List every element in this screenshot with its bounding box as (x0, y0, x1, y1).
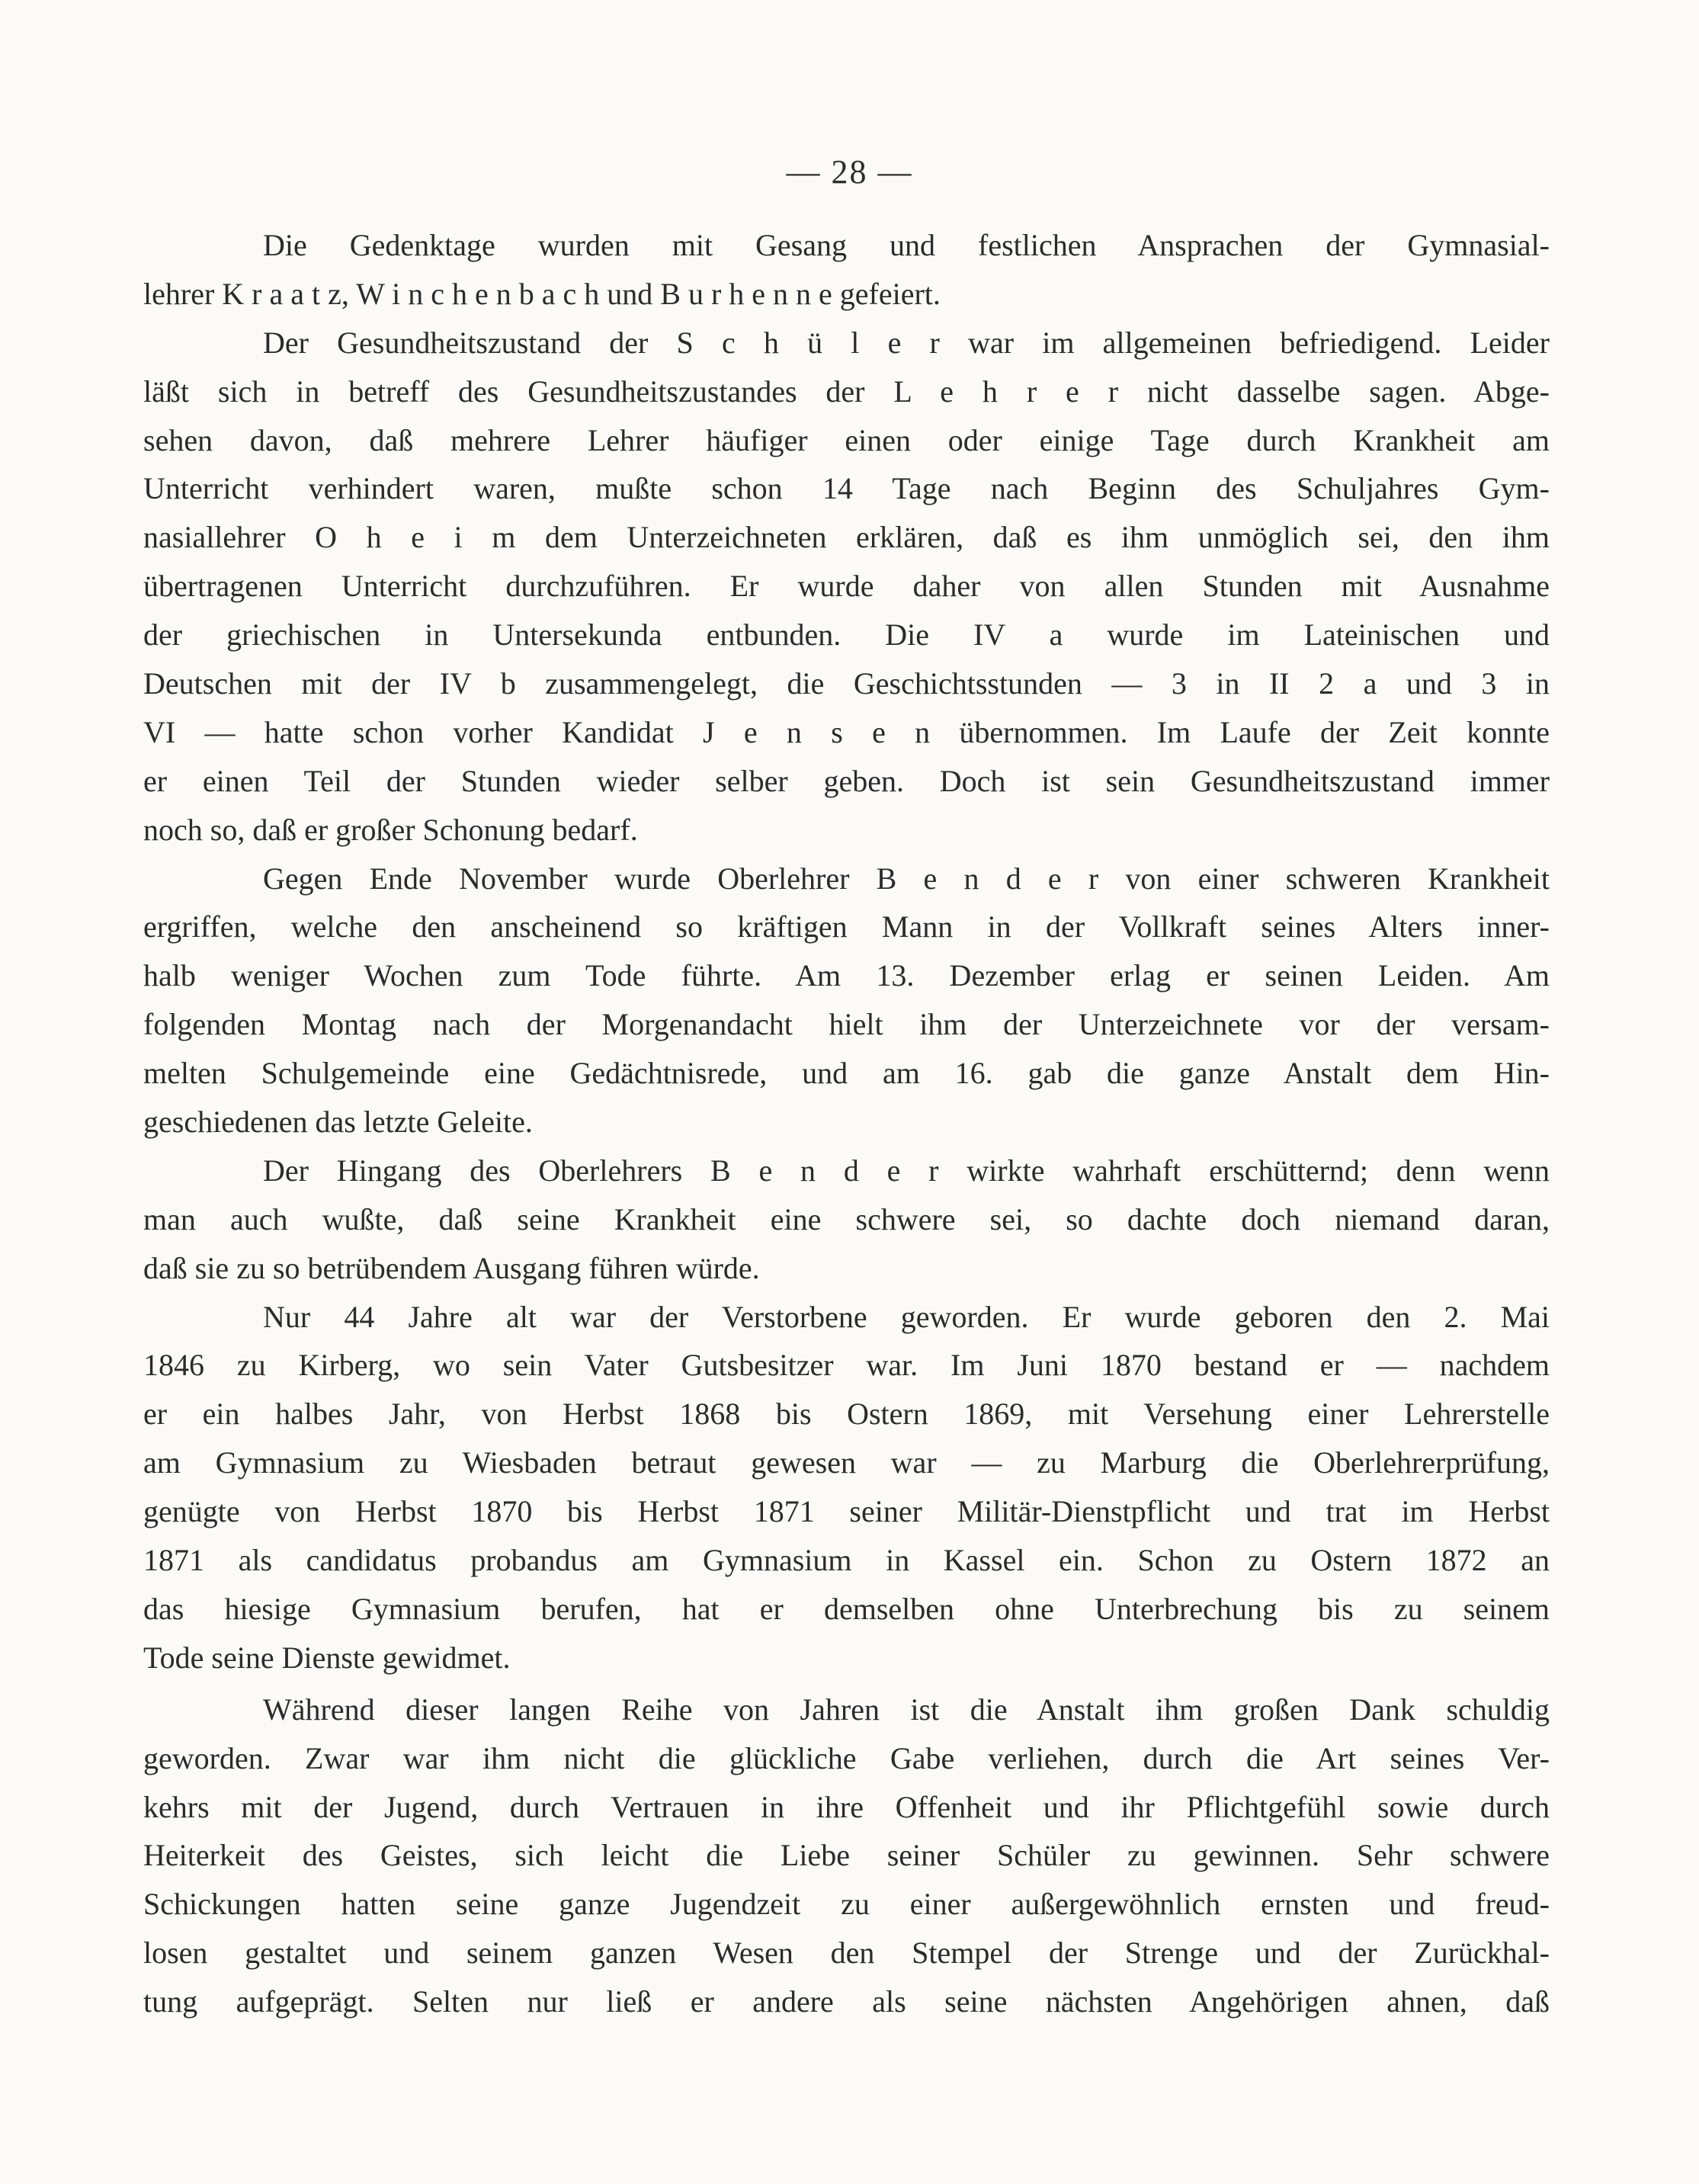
text-line: noch so, daß er großer Schonung bedarf. (143, 812, 638, 847)
text-line: übertragenen Unterricht durchzuführen. Er wurde daher von allen Stunden mit Ausnahme (143, 569, 1550, 604)
text-line: VI — hatte schon vorher Kandidat J e n s e n übernommen. Im Laufe der Zeit konnte (143, 714, 1550, 749)
text-line: 1846 zu Kirberg, wo sein Vater Gutsbesitzer war. Im Juni 1870 bestand er — nachdem (143, 1348, 1550, 1383)
text-line: kehrs mit der Jugend, durch Vertrauen in ihre Offenheit und ihr Pflichtgefühl sowie durch (143, 1789, 1550, 1824)
paragraph (143, 855, 1550, 1147)
text-line: Schickungen hatten seine ganze Jugendzeit zu einer außergewöhnlich ernsten und freud- (143, 1887, 1550, 1922)
text-line: am Gymnasium zu Wiesbaden betraut gewesen war — zu Marburg die Oberlehrerprüfung, (143, 1445, 1550, 1480)
text-line: Der Gesundheitszustand der S c h ü l e r war im allgemeinen befriedigend. Leider (263, 325, 1550, 360)
text-line: Unterricht verhindert waren, mußte schon 14 Tage nach Beginn des Schuljahres Gym- (143, 471, 1550, 506)
text-line: Der Hingang des Oberlehrers B e n d e r wirkte wahrhaft erschütternd; denn wenn (263, 1153, 1550, 1188)
text-line: melten Schulgemeinde eine Gedächtnisrede, und am 16. gab die ganze Anstalt dem Hin- (143, 1056, 1550, 1091)
text-line: der griechischen in Untersekunda entbunden. Die IV a wurde im Lateinischen und (143, 617, 1550, 653)
text-line: geworden. Zwar war ihm nicht die glückliche Gabe verliehen, durch die Art seines Ver- (143, 1740, 1550, 1775)
page-number: — 28 — (786, 153, 913, 191)
text-line: Nur 44 Jahre alt war der Verstorbene geworden. Er wurde geboren den 2. Mai (263, 1299, 1550, 1334)
text-line: man auch wußte, daß seine Krankheit eine schwere sei, so dachte doch niemand daran, (143, 1201, 1550, 1236)
paragraph (143, 221, 1550, 319)
text-line: daß sie zu so betrübendem Ausgang führen würde. (143, 1250, 760, 1285)
paragraph (143, 319, 1550, 855)
paragraph (143, 1147, 1550, 1293)
text-line: sehen davon, daß mehrere Lehrer häufiger einen oder einige Tage durch Krankheit am (143, 422, 1550, 457)
text-line: lehrer K r a a t z, W i n c h e n b a c h und B u r h e n n e gefeiert. (143, 276, 941, 311)
text-line: losen gestaltet und seinem ganzen Wesen den Stempel der Strenge und der Zurückhal- (143, 1935, 1550, 1971)
text-line: Gegen Ende November wurde Oberlehrer B e n d e r von einer schweren Krankheit (263, 861, 1550, 896)
text-line: 1871 als candidatus probandus am Gymnasium in Kassel ein. Schon zu Ostern 1872 an (143, 1543, 1550, 1578)
text-line: Die Gedenktage wurden mit Gesang und festlichen Ansprachen der Gymnasial- (263, 228, 1550, 262)
text-line: läßt sich in betreff des Gesundheitszustandes der L e h r e r nicht dasselbe sagen. Abge- (143, 374, 1550, 409)
text-line: Tode seine Dienste gewidmet. (143, 1640, 511, 1675)
text-line: halb weniger Wochen zum Tode führte. Am 13. Dezember erlag er seinen Leiden. Am (143, 958, 1550, 993)
text-line: tung aufgeprägt. Selten nur ließ er andere als seine nächsten Angehörigen ahnen, daß (143, 1984, 1550, 2019)
text-line: ergriffen, welche den anscheinend so kräftigen Mann in der Vollkraft seines Alters inner- (143, 909, 1550, 944)
text-line: genügte von Herbst 1870 bis Herbst 1871 seiner Militär-Dienstpflicht und trat im Herbst (143, 1494, 1550, 1529)
paragraph (143, 1293, 1550, 1682)
paragraph (143, 1685, 1550, 2026)
text-line: er ein halbes Jahr, von Herbst 1868 bis Ostern 1869, mit Versehung einer Lehrerstelle (143, 1397, 1550, 1432)
text-line: geschiedenen das letzte Geleite. (143, 1105, 533, 1140)
text-line: das hiesige Gymnasium berufen, hat er demselben ohne Unterbrechung bis zu seinem (143, 1591, 1550, 1626)
text-line: Heiterkeit des Geistes, sich leicht die Liebe seiner Schüler zu gewinnen. Sehr schwere (143, 1838, 1550, 1873)
text-line: Deutschen mit der IV b zusammengelegt, die Geschichtsstunden — 3 in II 2 a und 3 in (143, 666, 1550, 701)
text-line: nasiallehrer O h e i m dem Unterzeichneten erklären, daß es ihm unmöglich sei, den ihm (143, 520, 1550, 555)
text-line: er einen Teil der Stunden wieder selber geben. Doch ist sein Gesundheitszustand immer (143, 763, 1550, 798)
text-line: Während dieser langen Reihe von Jahren ist die Anstalt ihm großen Dank schuldig (263, 1692, 1550, 1727)
body-text (143, 221, 1550, 2026)
text-line: folgenden Montag nach der Morgenandacht hielt ihm der Unterzeichnete vor der versam- (143, 1007, 1550, 1042)
